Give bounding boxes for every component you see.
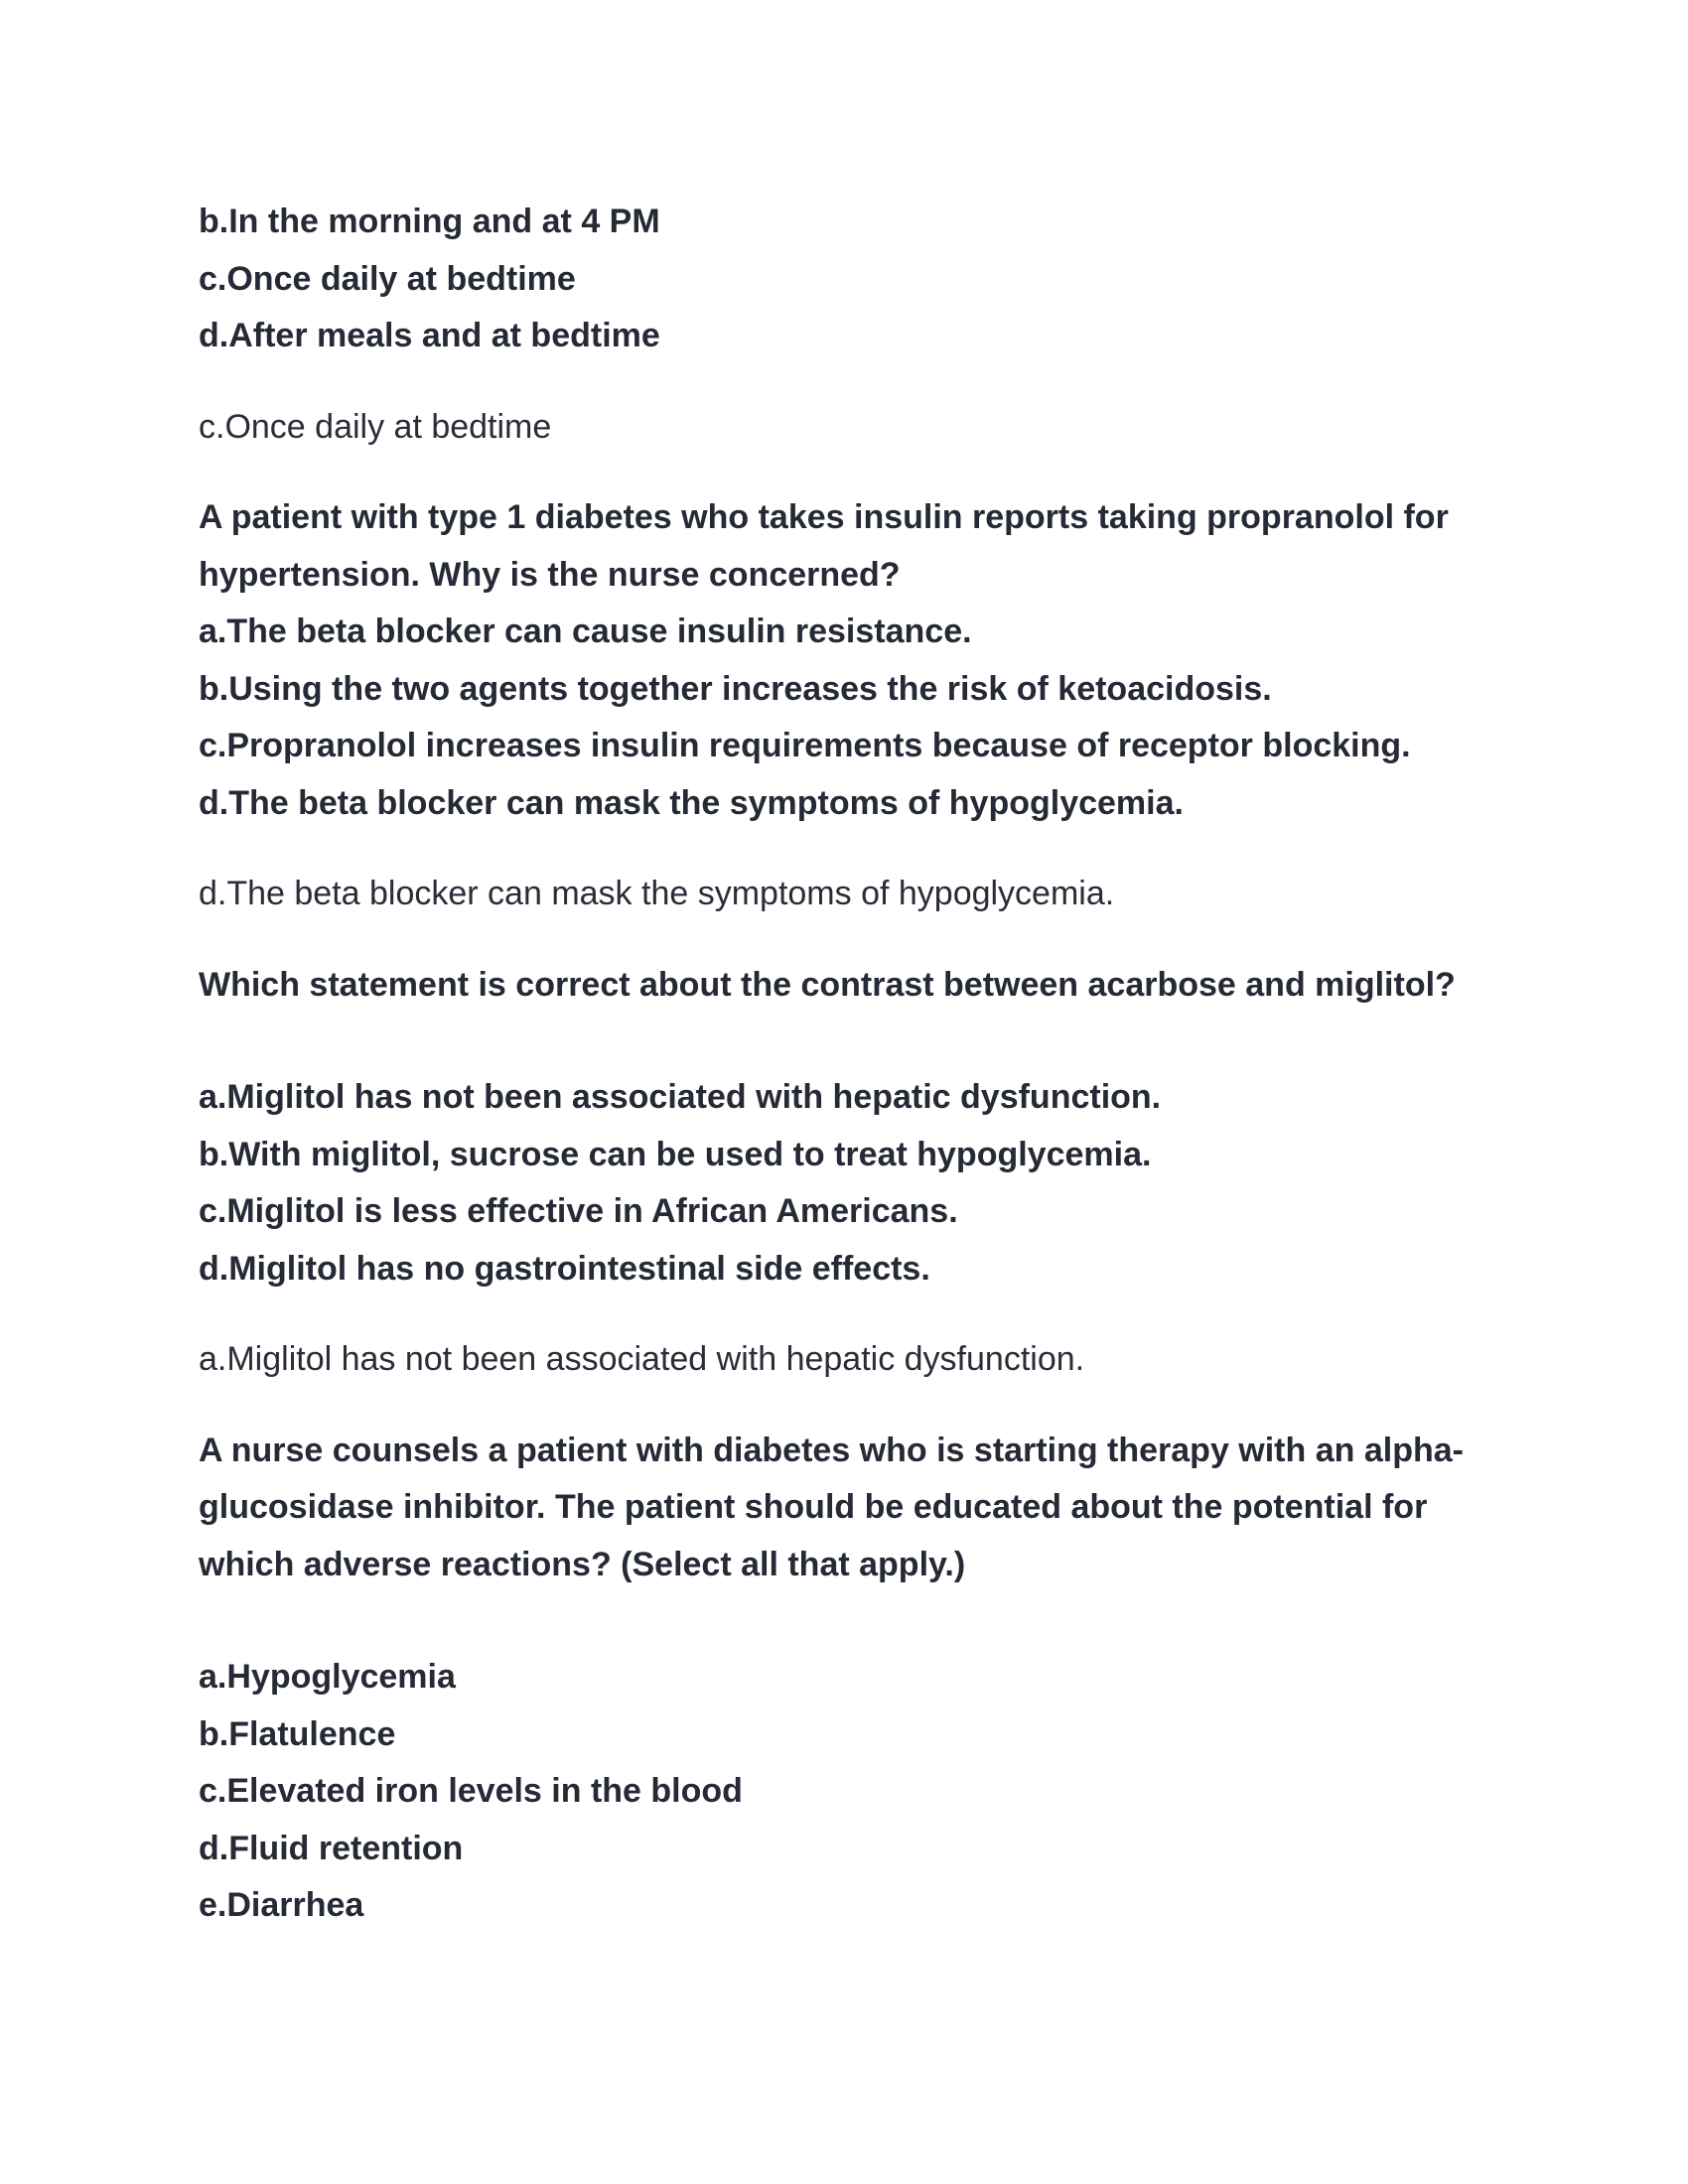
option-b: b.Using the two agents together increases the risk of ketoacidosis. [199, 669, 1272, 708]
option-d: d.Fluid retention [199, 1829, 464, 1867]
option-d: d.Miglitol has no gastrointestinal side effects. [199, 1249, 930, 1288]
question-text-line: A nurse counsels a patient with diabetes who is starting therapy with an alpha- [199, 1431, 1464, 1469]
option-c: c.Miglitol is less effective in African Americans. [199, 1192, 958, 1230]
option-b: b.With miglitol, sucrose can be used to treat hypoglycemia. [199, 1135, 1152, 1173]
question-text-line: glucosidase inhibitor. The patient should be educated about the potential for [199, 1488, 1428, 1526]
question-text-line: A patient with type 1 diabetes who takes insulin reports taking propranolol for [199, 498, 1449, 536]
question-block-1 [199, 194, 1489, 456]
question-text-line: hypertension. Why is the nurse concerned? [199, 555, 901, 594]
option-d: d.After meals and at bedtime [199, 317, 660, 354]
option-c: c.Elevated iron levels in the blood [199, 1772, 743, 1810]
option-a: a.Hypoglycemia [199, 1658, 456, 1696]
option-b: b.Flatulence [199, 1714, 396, 1753]
answer-text: a.Miglitol has not been associated with hepatic dysfunction. [199, 1340, 1085, 1378]
option-a: a.The beta blocker can cause insulin resistance. [199, 613, 972, 650]
question-text-line: which adverse reactions? (Select all that apply.) [199, 1545, 966, 1583]
answer-text: d.The beta blocker can mask the symptoms of hypoglycemia. [199, 875, 1115, 912]
question-block-2 [199, 489, 1489, 923]
option-c: c.Once daily at bedtime [199, 259, 576, 298]
option-c: c.Propranolol increases insulin requirements because of receptor blocking. [199, 727, 1411, 764]
option-d: d.The beta blocker can mask the symptoms of hypoglycemia. [199, 783, 1184, 822]
question-block-3 [199, 957, 1489, 1389]
option-b: b.In the morning and at 4 PM [199, 203, 660, 240]
option-e: e.Diarrhea [199, 1886, 364, 1924]
document-page [199, 194, 1489, 1935]
question-block-4 [199, 1423, 1489, 1935]
answer-text: c.Once daily at bedtime [199, 407, 552, 446]
question-text-line: Which statement is correct about the contrast between acarbose and miglitol? [199, 965, 1456, 1004]
option-a: a.Miglitol has not been associated with hepatic dysfunction. [199, 1078, 1162, 1116]
